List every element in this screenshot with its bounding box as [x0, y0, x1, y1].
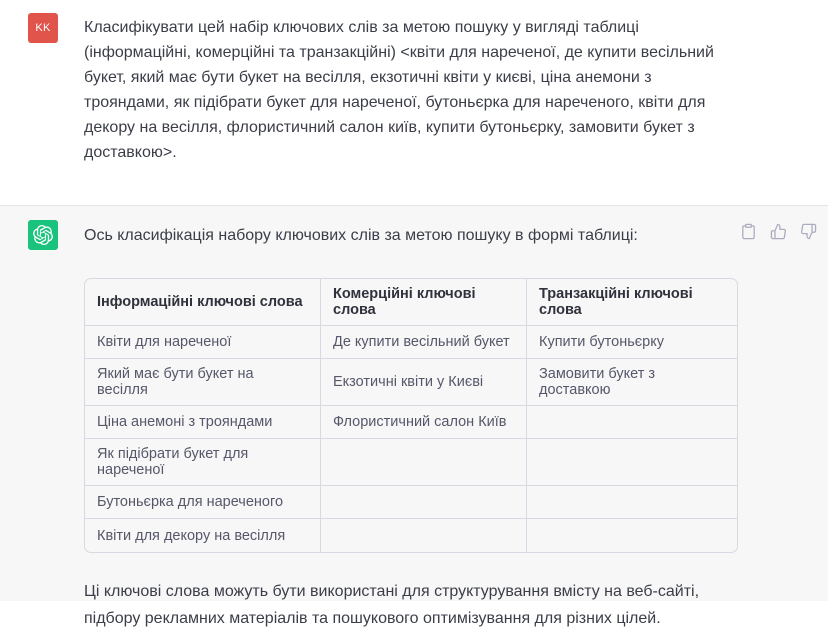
table-cell: Флористичний салон Київ: [321, 406, 527, 439]
table-cell: Екзотичні квіти у Києві: [321, 359, 527, 406]
table-row: [85, 486, 737, 519]
thumbs-up-icon: [770, 223, 787, 240]
table-cell: Замовити букет з доставкою: [527, 359, 737, 406]
thumbs-down-button[interactable]: [800, 223, 817, 240]
table-cell: Квіти для нареченої: [85, 326, 321, 359]
column-header: Транзакційні ключові слова: [527, 279, 737, 326]
table-cell: [527, 519, 737, 552]
thumbs-up-button[interactable]: [770, 223, 787, 240]
table-row: [85, 359, 737, 406]
table-row: [85, 439, 737, 486]
column-header: Комерційні ключові слова: [321, 279, 527, 326]
thumbs-down-icon: [800, 223, 817, 240]
table-cell: Де купити весільний букет: [321, 326, 527, 359]
assistant-avatar: [28, 220, 58, 250]
table-cell: Купити бутоньєрку: [527, 326, 737, 359]
user-message: [0, 0, 828, 205]
table-cell: [527, 486, 737, 519]
table-cell: Квіти для декору на весілля: [85, 519, 321, 552]
assistant-intro-text: Ось класифікація набору ключових слів за метою пошуку в формі таблиці:: [84, 227, 638, 244]
table-cell: Як підібрати букет для нареченої: [85, 439, 321, 486]
table-header-row: [85, 279, 737, 326]
message-actions: [740, 223, 817, 240]
table-body: [85, 326, 737, 552]
table-cell: Ціна анемоні з трояндами: [85, 406, 321, 439]
copy-button[interactable]: [740, 223, 757, 240]
table-row: [85, 406, 737, 439]
table-cell: [321, 519, 527, 552]
user-avatar-initials: KK: [35, 22, 51, 34]
table-cell: [321, 439, 527, 486]
table-cell: [527, 439, 737, 486]
table-cell: [527, 406, 737, 439]
assistant-outro-text: Ці ключові слова можуть бути використані для структурування вмісту на веб-сайті, підбору рекламних матеріалів та пошукового оптимізування для різних цілей.: [84, 583, 700, 627]
user-avatar: [28, 13, 58, 43]
column-header: Інформаційні ключові слова: [85, 279, 321, 326]
table-cell: Який має бути букет на весілля: [85, 359, 321, 406]
table-cell: [321, 486, 527, 519]
assistant-message: [0, 205, 828, 627]
table-row: [85, 519, 737, 552]
chatgpt-logo-icon: [33, 225, 53, 245]
clipboard-icon: [740, 223, 757, 240]
table-row: [85, 326, 737, 359]
user-message-text: Класифікувати цей набір ключових слів за метою пошуку у вигляді таблиці (інформаційні, комерційні та транзакційні) <квіти для нареченої, де купити весільний букет, який має бути букет на весілля, екзотичні квіти у києві, ціна анемони з трояндами, як підібрати букет для нареченої, бутоньєрка для нареченого, квіти для декору на весілля, флористичний салон київ, купити бутоньєрку, замовити букет з доставкою>.: [84, 19, 719, 161]
table-cell: Бутоньєрка для нареченого: [85, 486, 321, 519]
keyword-classification-table: [84, 278, 738, 553]
